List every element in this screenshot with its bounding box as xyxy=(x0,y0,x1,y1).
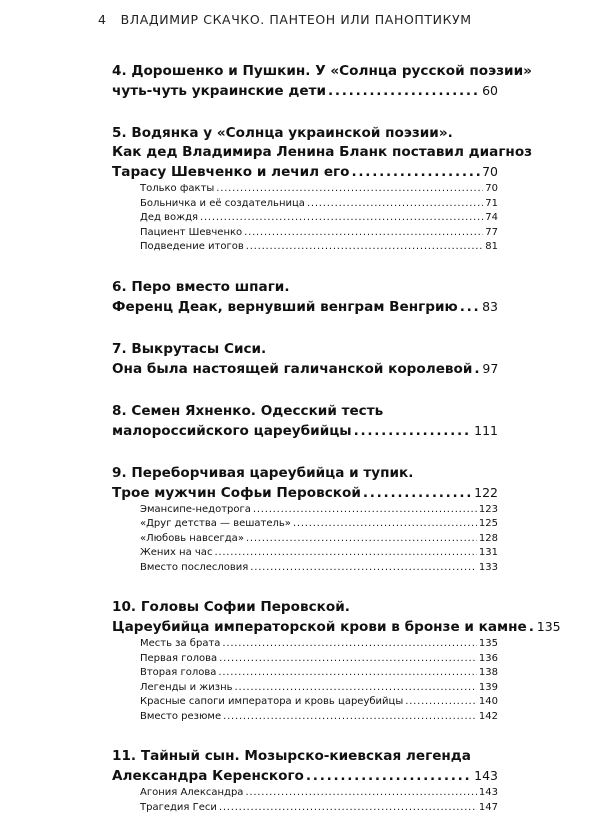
toc-page-number: 142 xyxy=(478,710,498,722)
toc-entry xyxy=(112,598,498,617)
toc-page-number: 135 xyxy=(478,638,498,649)
dot-leader xyxy=(352,163,481,182)
dot-leader xyxy=(219,652,477,667)
dot-leader xyxy=(218,666,477,681)
dot-leader xyxy=(293,517,477,532)
toc-entry-title: Красные сапоги императора и кровь цареубийцы xyxy=(140,696,404,707)
dot-leader xyxy=(529,618,535,637)
running-title: ВЛАДИМИР СКАЧКО. ПАНТЕОН ИЛИ ПАНОПТИКУМ xyxy=(120,12,472,27)
toc-entry xyxy=(112,278,498,297)
toc-page-number: 143 xyxy=(478,787,498,798)
toc-entry-title: Вместо послесловия xyxy=(140,561,249,573)
toc-subentry xyxy=(112,561,498,576)
toc-page-number: 122 xyxy=(474,484,498,500)
toc-entry xyxy=(112,143,533,162)
toc-entry-title: Тарасу Шевченко и лечил его xyxy=(112,164,350,180)
toc-subentry xyxy=(112,182,498,197)
toc-page-number: 133 xyxy=(478,561,498,573)
toc-entry-title: Эмансипе-недотрога xyxy=(140,503,251,515)
toc-entry-title: чуть-чуть украинские дети xyxy=(112,83,326,99)
toc-subentry xyxy=(112,681,498,696)
toc-entry xyxy=(112,359,498,379)
toc-entry-title: 6. Перо вместо шпаги. xyxy=(112,278,290,295)
dot-leader xyxy=(405,695,477,710)
dot-leader xyxy=(222,637,477,652)
toc-entry xyxy=(112,340,498,359)
toc-entry xyxy=(112,483,498,503)
toc-entry-title: Трагедия Геси xyxy=(140,801,217,813)
toc-subentry xyxy=(112,240,498,255)
toc-entry-title: 10. Головы Софии Перовской. xyxy=(112,599,350,615)
toc-section xyxy=(112,62,532,101)
dot-leader xyxy=(200,211,483,226)
toc-page-number: 131 xyxy=(478,547,498,558)
toc-page-number: 111 xyxy=(474,422,498,438)
toc-page-number: 71 xyxy=(485,197,498,209)
dot-leader xyxy=(253,503,477,518)
toc-entry-title: Вместо резюме xyxy=(140,710,222,722)
toc-entry xyxy=(112,402,498,421)
toc-entry-title: Вторая голова xyxy=(140,667,217,678)
toc-entry-title: Трое мужчин Софьи Перовской xyxy=(112,484,361,501)
toc-entry-title: Она была настоящей галичанской королевой xyxy=(112,360,473,377)
toc-page-number: 135 xyxy=(536,619,561,634)
toc-entry-title: 4. Дорошенко и Пушкин. У «Солнца русской поэзии» xyxy=(112,63,532,79)
toc-entry xyxy=(112,464,498,483)
toc-page-number: 74 xyxy=(485,212,498,223)
dot-leader xyxy=(306,767,472,786)
toc-entry-title: «Любовь навсегда» xyxy=(140,532,244,544)
toc-entry-title: Первая голова xyxy=(140,652,218,664)
dot-leader xyxy=(328,82,480,101)
toc-page-number: 60 xyxy=(482,83,498,98)
toc-section xyxy=(112,278,498,317)
toc-section xyxy=(112,464,498,576)
toc-subentry xyxy=(112,652,498,667)
toc-page-number: 81 xyxy=(485,241,498,252)
toc-entry xyxy=(112,81,498,101)
toc-section xyxy=(112,124,533,255)
toc-page-number: 83 xyxy=(482,298,498,314)
toc-entry-title: 8. Семен Яхненко. Одесский тесть xyxy=(112,402,384,419)
toc-page-number: 125 xyxy=(478,518,498,529)
toc-entry-title: 7. Выкрутасы Сиси. xyxy=(112,340,267,357)
toc-entry xyxy=(112,124,498,143)
page-number: 4 xyxy=(98,12,107,27)
dot-leader xyxy=(219,801,477,816)
dot-leader xyxy=(246,532,477,547)
dot-leader xyxy=(245,786,476,801)
dot-leader xyxy=(244,226,483,241)
toc-page-number: 140 xyxy=(478,696,498,707)
dot-leader xyxy=(246,240,484,255)
toc-subentry xyxy=(112,637,498,652)
toc-subentry xyxy=(112,786,498,801)
toc-subentry xyxy=(112,710,498,725)
toc-subentry xyxy=(112,503,498,518)
toc-page-number: 97 xyxy=(482,360,499,376)
toc-entry-title: Дед вождя xyxy=(140,212,199,223)
toc-section xyxy=(112,340,498,379)
toc-entry-title: 9. Переборчивая цареубийца и тупик. xyxy=(112,464,414,481)
toc-section xyxy=(112,402,498,441)
running-header xyxy=(98,12,472,27)
toc-subentry xyxy=(112,695,498,710)
toc-page-number: 123 xyxy=(478,503,498,515)
toc-entry-title: Цареубийца императорской крови в бронзе и камне xyxy=(112,619,527,635)
toc-subentry xyxy=(112,532,498,547)
toc-entry-title: «Друг детства — вешатель» xyxy=(140,518,291,529)
dot-leader xyxy=(354,422,473,441)
toc-subentry xyxy=(112,226,498,241)
toc-entry-title: Легенды и жизнь xyxy=(140,681,233,693)
dot-leader xyxy=(223,710,477,725)
toc-page-number: 139 xyxy=(478,681,498,693)
toc-entry-title: Месть за брата xyxy=(140,638,221,649)
toc-entry xyxy=(112,297,498,317)
dot-leader xyxy=(214,546,476,561)
toc-entry-title: Подведение итогов xyxy=(140,241,244,252)
toc-entry-title: Только факты xyxy=(140,183,215,194)
toc-entry xyxy=(112,766,498,786)
toc-entry-title: Жених на час xyxy=(140,547,213,558)
toc-page-number: 70 xyxy=(482,164,498,179)
toc-entry-title: малороссийского цареубийцы xyxy=(112,422,352,439)
dot-leader xyxy=(250,561,477,576)
toc-page-number: 143 xyxy=(474,768,498,783)
toc-entry-title: Агония Александра xyxy=(140,787,244,798)
toc-section xyxy=(112,747,498,815)
toc-entry-title: Ференц Деак, вернувший венграм Венгрию xyxy=(112,298,458,315)
dot-leader xyxy=(363,484,472,503)
toc-entry-title: 11. Тайный сын. Мозырско-киевская легенда xyxy=(112,748,471,764)
toc-entry-title: Больничка и её создательница xyxy=(140,197,305,209)
toc-subentry xyxy=(112,666,498,681)
toc-subentry xyxy=(112,211,498,226)
dot-leader xyxy=(216,182,483,197)
toc-entry xyxy=(112,162,498,182)
toc-page-number: 147 xyxy=(478,801,498,813)
dot-leader xyxy=(235,681,477,696)
toc-subentry xyxy=(112,546,498,561)
dot-leader xyxy=(460,298,480,317)
toc-subentry xyxy=(112,517,498,532)
dot-leader xyxy=(307,197,483,212)
toc-subentry xyxy=(112,197,498,212)
toc-entry xyxy=(112,62,532,81)
toc-page-number: 70 xyxy=(485,183,498,194)
toc-entry-title: Пациент Шевченко xyxy=(140,226,243,238)
toc-entry-title: 5. Водянка у «Солнца украинской поэзии». xyxy=(112,125,453,141)
toc-entry xyxy=(112,421,498,441)
toc-entry xyxy=(112,617,561,637)
toc-page-number: 136 xyxy=(478,652,498,664)
toc-page-number: 77 xyxy=(485,226,498,238)
toc-entry-title: Александра Керенского xyxy=(112,768,304,784)
toc-section xyxy=(112,598,561,724)
toc-page-number: 128 xyxy=(478,532,498,544)
toc-subentry xyxy=(112,801,498,816)
dot-leader xyxy=(474,360,480,379)
toc-page-number: 138 xyxy=(478,667,498,678)
table-of-contents xyxy=(112,62,561,838)
toc-entry-title: Как дед Владимира Ленина Бланк поставил диагноз xyxy=(112,144,533,160)
